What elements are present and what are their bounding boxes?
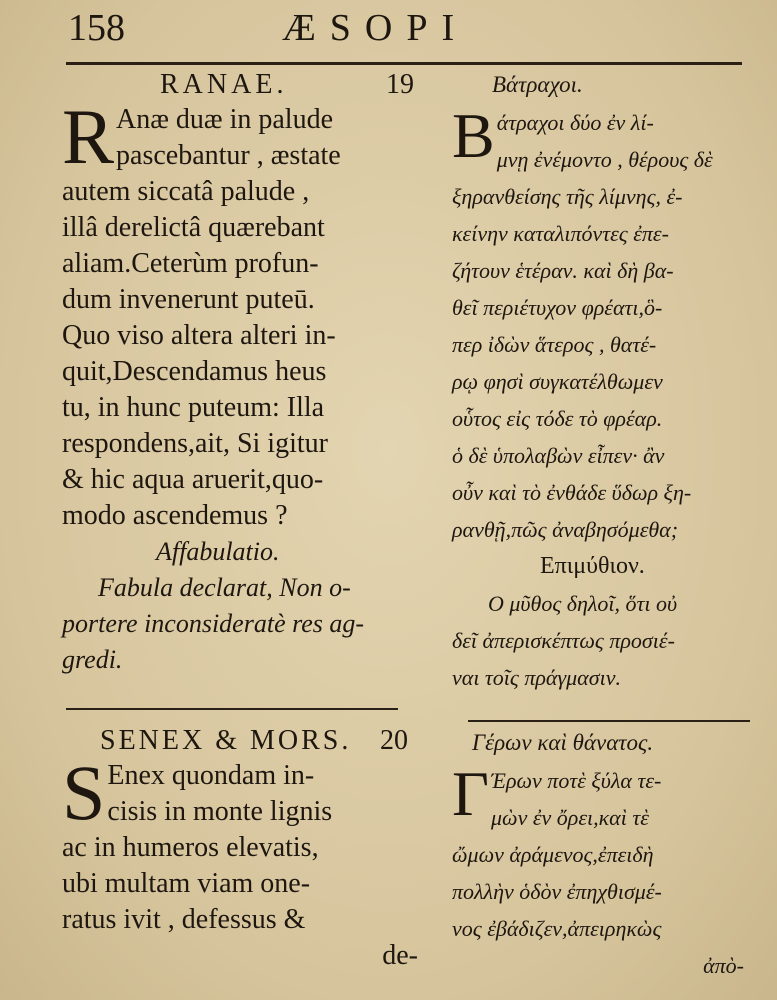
text-line: ac in humeros elevatis, [62, 832, 319, 863]
text-line: tu, in hunc puteum: Illa [62, 392, 325, 423]
latin-column [62, 66, 424, 678]
text-line: ὤμων ἀράμενος,ἐπειδὴ [452, 842, 654, 867]
drop-cap-s: S [62, 749, 106, 836]
latin-column-fable2 [62, 722, 424, 974]
fable-body-geron [452, 758, 758, 984]
drop-cap-gamma: Γ [452, 758, 489, 829]
text-line: ρανθῇ,πῶς ἀναβησόμεθα; [452, 517, 679, 542]
text-line: κείνην καταλιπόντες ἐπε- [452, 221, 669, 246]
text-line: ubi multam viam one- [62, 868, 311, 899]
fable-body-senex [62, 749, 424, 974]
greek-column [452, 66, 758, 696]
text-line: de- [382, 940, 418, 971]
section-rule-greek [468, 720, 750, 722]
text-line: οὗτος εἰς τόδε τὸ φρέαρ. [452, 406, 663, 431]
page-header [0, 0, 777, 62]
text-line: νος ἐβάδιζεν,ἀπειρηκὼς [452, 916, 662, 941]
moral-heading: Επιμύθιον. [540, 553, 645, 579]
text-line: πολλὴν ὁδὸν ἐπηχθισμέ- [452, 879, 662, 904]
text-line: quit,Descendamus heus [62, 356, 327, 387]
text-line: cisis in monte lignis [107, 796, 333, 827]
text-line: & hic aqua aruerit,quo- [62, 464, 324, 495]
moral-line: gredi. [62, 645, 123, 674]
text-line: μνῃ ἐνέμοντο , θέρους δὲ [496, 147, 713, 172]
running-head: ÆSOPI [282, 7, 469, 49]
text-line: ρῳ φησὶ συγκατέλθωμεν [452, 369, 663, 394]
fable-title-geron: Γέρων καὶ θάνατος. [472, 730, 654, 755]
text-line: aliam.Ceterùm profun- [62, 248, 319, 279]
text-line: modo ascendemus ? [62, 500, 288, 531]
text-line: άτραχοι δύο ἐν λί- [496, 110, 654, 135]
drop-cap-beta: Β [452, 100, 495, 171]
moral-line: Ο μῦθος δηλοῖ, ὅτι οὐ [488, 591, 678, 616]
page-number: 158 [68, 7, 125, 49]
text-line: Enex quondam in- [107, 760, 315, 791]
moral-line: δεῖ ἀπερισκέπτως προσιέ- [452, 628, 675, 653]
text-line: ἀπὸ- [703, 953, 744, 978]
text-line: pascebantur , æstate [116, 140, 341, 171]
moral-heading: Affabulatio. [156, 537, 280, 566]
drop-cap-r: R [62, 93, 115, 180]
moral-line: ναι τοῖς πράγμασιν. [452, 665, 621, 690]
moral-line: Fabula declarat, Non o- [98, 573, 351, 602]
text-line: ratus ivit , defessus & [62, 904, 306, 935]
section-rule-latin [66, 708, 398, 710]
fable-title-text: SENEX & MORS. [100, 725, 352, 756]
text-line: ὁ δὲ ὑπολαβὼν εἶπεν· ἂν [452, 443, 665, 468]
text-line: ζήτουν ἑτέραν. καὶ δὴ βα- [452, 258, 674, 283]
text-line: περ ἰδὼν ἅτερος , θατέ- [452, 332, 657, 357]
fable-title-text: RANAE. [160, 69, 288, 100]
fable-body-batrachoi [452, 100, 758, 548]
text-line: Anæ duæ in palude [116, 104, 334, 135]
text-line: illâ derelictâ quærebant [62, 212, 325, 243]
text-line: dum invenerunt puteū. [62, 284, 315, 315]
moral-line: portere inconsideratè res ag- [62, 609, 365, 638]
fable-number: 19 [386, 69, 414, 100]
header-rule [66, 62, 742, 65]
text-line: οὖν καὶ τὸ ἐνθάδε ὕδωρ ξη- [452, 480, 692, 505]
text-line: Quo viso altera alteri in- [62, 320, 336, 351]
text-line: μὼν ἐν ὄρει,καὶ τὲ [491, 805, 649, 830]
fable-title-batrachoi: Βάτραχοι. [492, 72, 583, 97]
text-line: Έρων ποτὲ ξύλα τε- [491, 768, 662, 793]
text-line: ξηρανθείσης τῆς λίμνης, ἐ- [452, 184, 683, 209]
text-line: respondens,ait, Si igitur [62, 428, 328, 459]
fable-number: 20 [380, 725, 408, 756]
fable-body-ranae [62, 93, 424, 534]
fable-title-senex [62, 722, 424, 758]
greek-column-fable2 [452, 724, 758, 984]
text-line: θεῖ περιέτυχον φρέατι,ὃ- [452, 295, 663, 320]
text-line: autem siccatâ palude , [62, 176, 310, 207]
fable-title-ranae [62, 66, 424, 102]
